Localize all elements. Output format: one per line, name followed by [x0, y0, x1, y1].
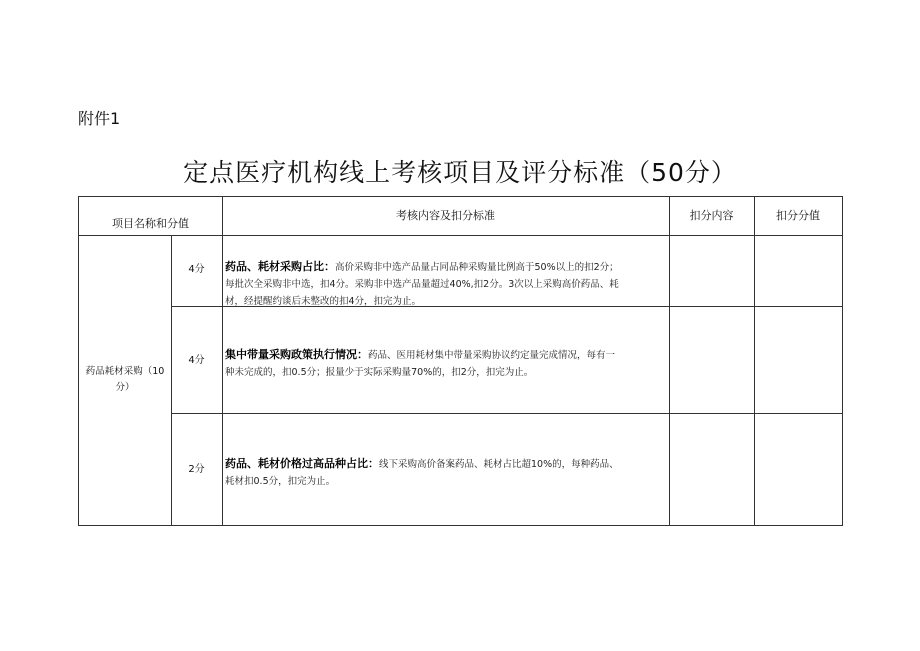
row-2-line1: 药品、医用耗材集中带量采购协议约定量完成情况，每有一 [368, 350, 616, 361]
row-3-score: 2分 [188, 464, 205, 475]
category-label-line2: 分） [115, 382, 135, 393]
row-3-line2: 耗材扣0.5分，扣完为止。 [225, 476, 336, 487]
row-1-line2: 每批次全采购非中选，扣4分。采购非中选产品量超过40%,扣2分。3次以上采购高价药品、耗 [225, 279, 619, 290]
category-label-line1: 药品耗材采购（10 [85, 366, 165, 377]
header-content-standard: 考核内容及扣分标准 [396, 209, 495, 222]
row-3-content [225, 455, 668, 490]
row-3-line1: 线下采购高价备案药品、耗材占比超10%的，每种药品、 [379, 459, 619, 470]
col-divider-content [669, 197, 670, 526]
scoring-table [78, 196, 843, 526]
document-title: 定点医疗机构线上考核项目及评分标准（50分） [183, 158, 737, 187]
row-2-line2: 种未完成的，扣0.5分；报量少于实际采购量70%的，扣2分，扣完为止。 [225, 367, 534, 378]
col-divider-deduct [754, 197, 755, 526]
row-2-score: 4分 [188, 355, 205, 366]
header-deduct-score: 扣分分值 [776, 209, 820, 222]
attachment-label: 附件1 [78, 109, 121, 128]
col-divider-score [222, 197, 223, 526]
row-2-heading: 集中带量采购政策执行情况： [225, 348, 368, 361]
header-item-name-score: 项目名称和分值 [112, 217, 189, 230]
row-3-heading: 药品、耗材价格过高品种占比： [225, 457, 379, 470]
header-deduct-content: 扣分内容 [689, 209, 734, 222]
row-1-line3: 材，经提醒约谈后未整改的扣4分，扣完为止。 [225, 296, 422, 307]
row-divider-2 [171, 413, 842, 414]
row-1-line1: 高价采购非中选产品量占同品种采购量比例高于50%以上的扣2分； [335, 262, 619, 273]
category-label [79, 364, 171, 396]
row-1-content [225, 258, 668, 310]
row-2-content [225, 346, 668, 381]
header-divider [79, 235, 842, 236]
row-1-score: 4分 [188, 264, 205, 275]
col-divider-category [171, 235, 172, 526]
row-1-heading: 药品、耗材采购占比： [225, 260, 335, 273]
